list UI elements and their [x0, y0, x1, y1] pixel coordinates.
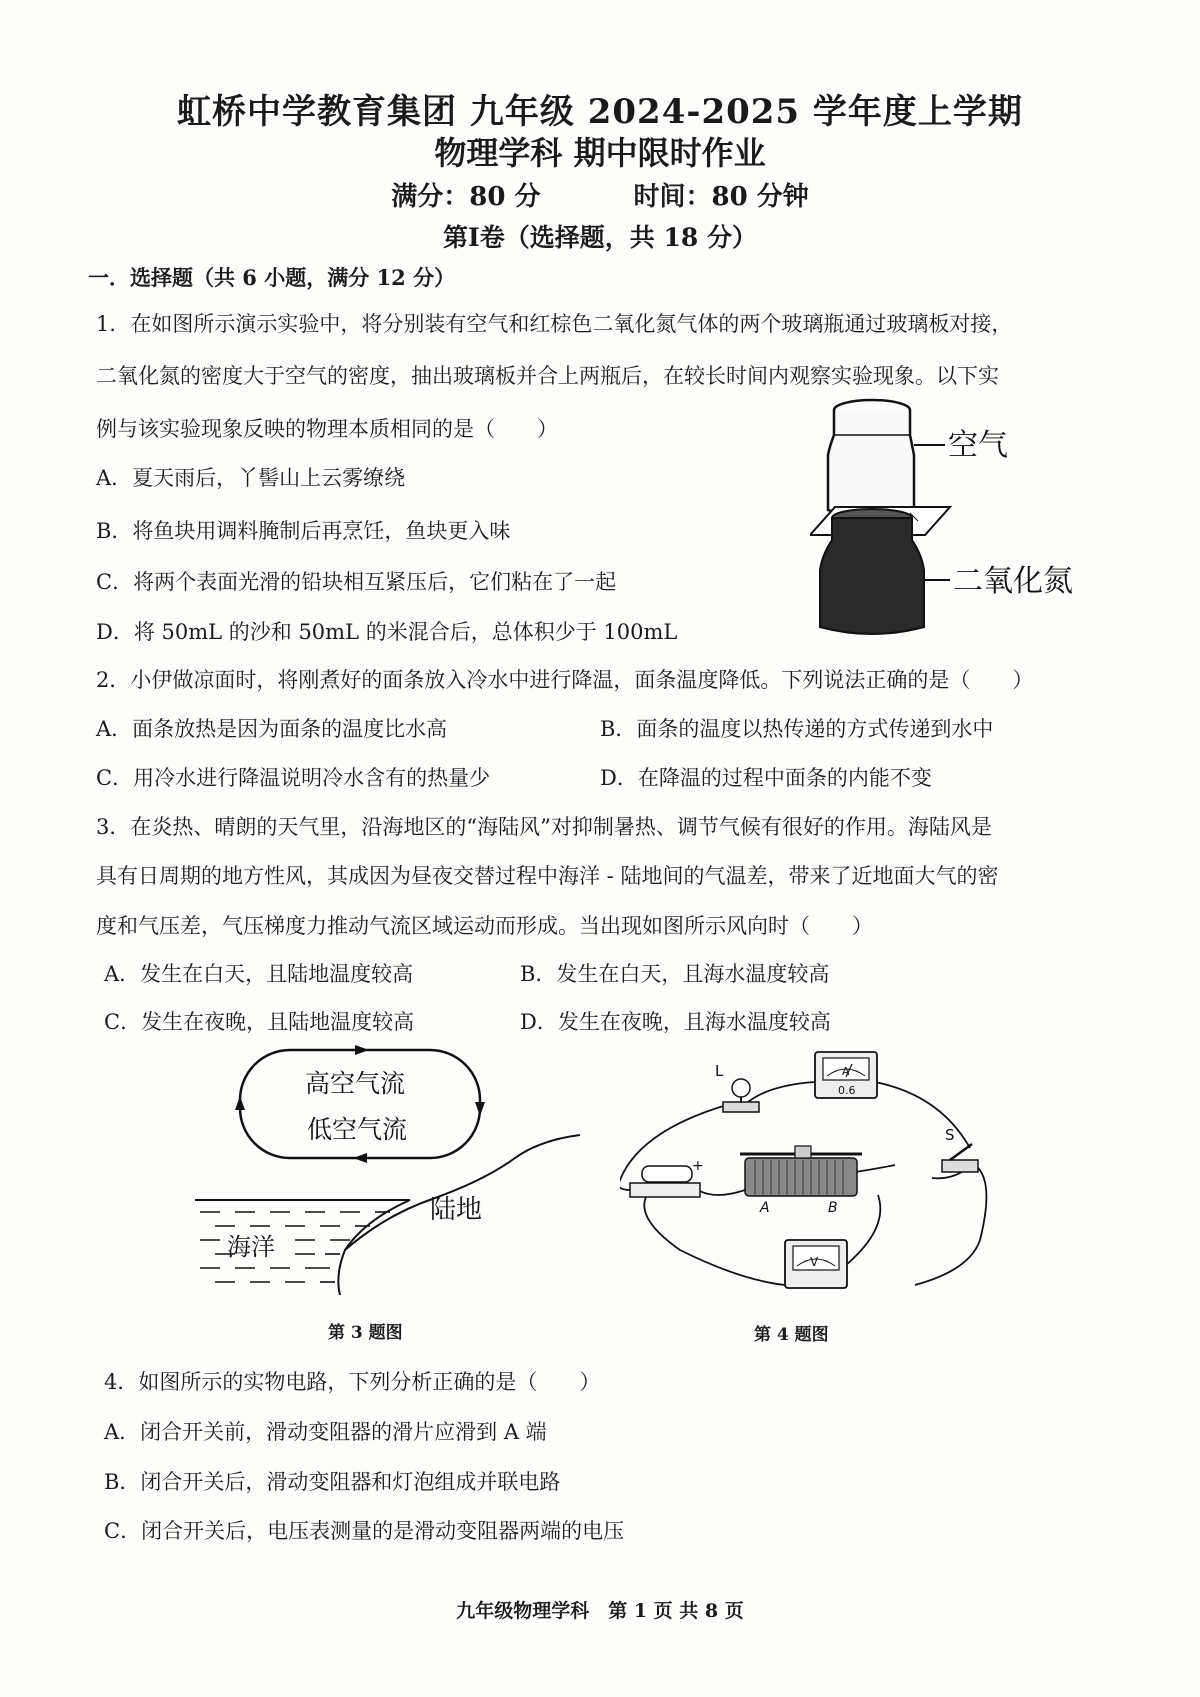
q3-figure-caption: 第 3 题图 — [328, 1323, 403, 1343]
q4-bulb-label: L — [715, 1062, 724, 1080]
q2-option-b: B．面条的温度以热传递的方式传递到水中 — [600, 717, 994, 741]
q3-sea-land-breeze-figure — [195, 1040, 595, 1305]
q4-rheostat-end-b: B — [828, 1200, 838, 1216]
q2-option-c: C．用冷水进行降温说明冷水含有的热量少 — [96, 766, 491, 790]
q1-air-label: 空气 — [948, 428, 1008, 463]
q1-no2-label: 二氧化氮 — [953, 564, 1073, 599]
q2-option-a: A．面条放热是因为面条的温度比水高 — [96, 717, 448, 741]
arrow-right-icon — [355, 1045, 369, 1055]
q4-circuit-figure — [620, 1040, 1000, 1305]
q3-stem-line1: 3．在炎热、晴朗的天气里，沿海地区的“海陆风”对抑制暑热、调节气候有很好的作用。海陆风是 — [96, 815, 992, 839]
q1-bottle-figure — [810, 395, 1080, 640]
q4-option-c: C．闭合开关后，电压表测量的是滑动变阻器两端的电压 — [104, 1519, 625, 1543]
rheostat-icon — [745, 1158, 857, 1196]
arrow-down-icon — [475, 1102, 485, 1116]
q3-option-a: A．发生在白天，且陆地温度较高 — [104, 962, 414, 986]
exam-title-line1: 虹桥中学教育集团 九年级 2024-2025 学年度上学期 — [177, 92, 1023, 132]
arrow-left-icon — [353, 1153, 367, 1163]
q3-high-airflow-label: 高空气流 — [305, 1069, 406, 1098]
q4-stem: 4．如图所示的实物电路，下列分析正确的是（ ） — [104, 1370, 601, 1394]
q3-option-c: C．发生在夜晚，且陆地温度较高 — [104, 1010, 415, 1034]
q4-option-a: A．闭合开关前，滑动变阻器的滑片应滑到 A 端 — [104, 1420, 547, 1444]
volume-title: 第Ⅰ卷（选择题，共 18 分） — [443, 223, 757, 252]
q1-stem-line3: 例与该实验现象反映的物理本质相同的是（ ） — [96, 417, 558, 441]
exam-meta — [0, 176, 1200, 213]
q1-stem-line1: 1．在如图所示演示实验中，将分别装有空气和红棕色二氧化氮气体的两个玻璃瓶通过玻璃板对接， — [96, 312, 1013, 336]
q3-land-label: 陆地 — [430, 1195, 483, 1225]
q4-rheostat-end-a: A — [760, 1200, 770, 1216]
q3-stem-line2: 具有日周期的地方性风，其成因为昼夜交替过程中海洋 - 陆地间的气温差，带来了近地面大气的密 — [96, 864, 999, 888]
battery-icon — [630, 1183, 700, 1197]
q4-ammeter-symbol: A — [842, 1065, 850, 1078]
q4-voltmeter-symbol: V — [810, 1255, 819, 1269]
q2-stem: 2．小伊做凉面时，将刚煮好的面条放入冷水中进行降温，面条温度降低。下列说法正确的是（ ） — [96, 668, 1034, 692]
page-footer: 九年级物理学科 第 1 页 共 8 页 — [456, 1600, 744, 1622]
q4-ammeter-range: 0.6 — [838, 1084, 856, 1097]
q1-option-d: D．将 50mL 的沙和 50mL 的米混合后，总体积少于 100mL — [96, 620, 678, 644]
q4-battery-plus: + — [692, 1158, 704, 1174]
q3-stem-line3: 度和气压差，气压梯度力推动气流区域运动而形成。当出现如图所示风向时（ ） — [96, 914, 873, 938]
q3-option-b: B．发生在白天，且海水温度较高 — [520, 962, 830, 986]
q3-low-airflow-label: 低空气流 — [307, 1115, 408, 1144]
switch-icon — [942, 1160, 978, 1172]
q4-figure-caption: 第 4 题图 — [754, 1325, 829, 1345]
full-marks: 满分：80 分 — [391, 182, 541, 212]
q1-option-b: B．将鱼块用调料腌制后再烹饪，鱼块更入味 — [96, 519, 511, 543]
q3-sea-label: 海洋 — [227, 1233, 275, 1261]
section-title: 一．选择题（共 6 小题，满分 12 分） — [88, 265, 456, 290]
exam-title-line2: 物理学科 期中限时作业 — [434, 134, 766, 172]
q1-option-a: A．夏天雨后，丫髻山上云雾缭绕 — [96, 466, 406, 490]
q1-option-c: C．将两个表面光滑的铅块相互紧压后，它们粘在了一起 — [96, 570, 617, 594]
q2-option-d: D．在降温的过程中面条的内能不变 — [600, 766, 932, 790]
q4-switch-label: S — [945, 1126, 955, 1144]
bulb-icon — [732, 1079, 750, 1097]
arrow-up-icon — [235, 1096, 245, 1110]
q1-stem-line2: 二氧化氮的密度大于空气的密度，抽出玻璃板并合上两瓶后，在较长时间内观察实验现象。以下实 — [96, 364, 999, 388]
q3-option-d: D．发生在夜晚，且海水温度较高 — [520, 1010, 831, 1034]
exam-time: 时间：80 分钟 — [633, 182, 809, 212]
q4-option-b: B．闭合开关后，滑动变阻器和灯泡组成并联电路 — [104, 1470, 561, 1494]
